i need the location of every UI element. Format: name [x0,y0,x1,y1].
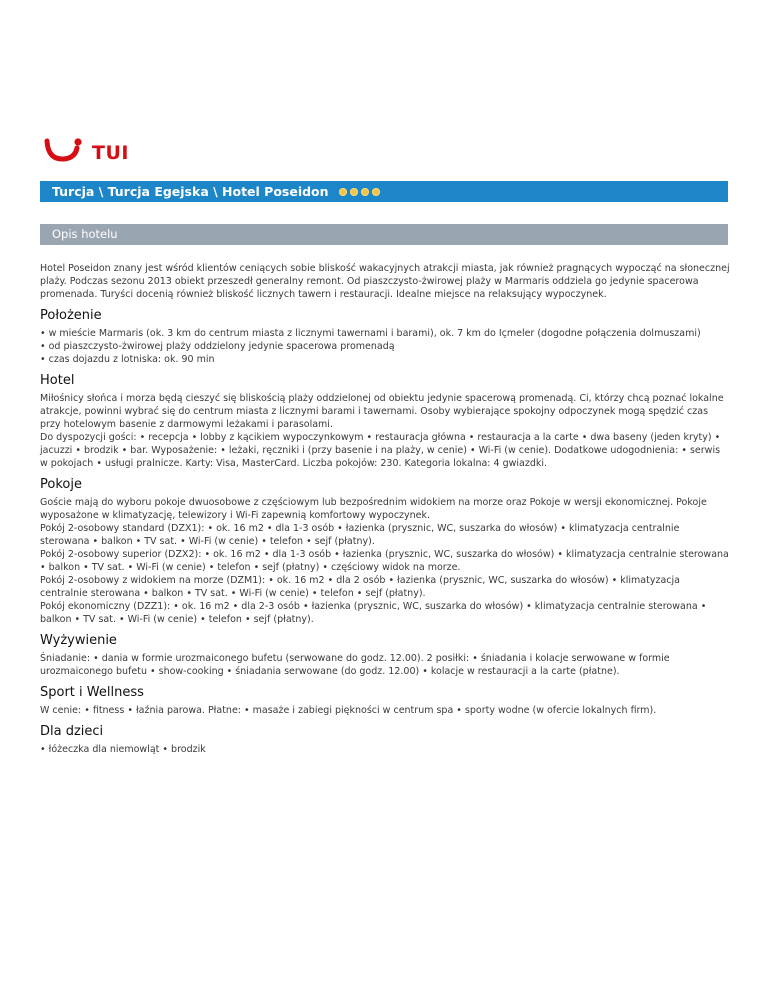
section-line: Pokój 2-osobowy standard (DZX1): • ok. 16 m2 • dla 1-3 osób • łazienka (prysznic, WC, suszarka do włosów) • klimatyzacja centralnie sterowana • balkon • TV sat. • Wi-Fi (w cenie) • telefon • sejf (płatny). [40,523,680,547]
section-title: Pokoje [40,477,82,492]
tui-logo [44,138,129,162]
section-line: Goście mają do wyboru pokoje dwuosobowe z częściowym lub bezpośrednim widokiem na morze oraz Pokoje w wersji ekonomicznej. Pokoje wyposażone w klimatyzację, telewizory i Wi-Fi zapewnią komfortowy wypoczynek. [40,497,707,521]
section-line: W cenie: • fitness • łaźnia parowa. Płatne: • masaże i zabiegi piękności w centrum spa • sporty wodne (w ofercie lokalnych firm). [40,705,657,716]
section-line: • w mieście Marmaris (ok. 3 km do centrum miasta z licznymi tawernami i barami), ok. 7 km do Içmeler (dogodne połączenia dolmuszami) [40,328,701,339]
section-line: Do dyspozycji gości: • recepcja • lobby z kącikiem wypoczynkowym • restauracja główna • restauracja a la carte • dwa baseny (jeden kryty) • jacuzzi • brodzik • bar. Wyposażenie: • leżaki, ręczniki i (przy basenie i na plaży, w cenie) • Wi-Fi (w cenie). Dodatkowe udogodnienia: • serwis w pokojach • usługi pralnicze. Karty: Visa, MasterCard. Liczba pokojów: 230. Kategoria lokalna: 4 gwiazdki. [40,432,721,469]
section-pokoje [40,477,730,626]
section-title: Wyżywienie [40,633,117,648]
hotel-stars [339,188,380,196]
section-line: Miłośnicy słońca i morza będą cieszyć się bliskością plaży oddzielonej od obiektu jedynie spacerową promenadą. Ci, którzy chcą poznać lokalne atrakcje, powinni wybrać się do centrum miasta z licznymi barami i tawernami. Osoby wybierające spokojny odpoczynek mogą spędzić czas przy hotelowym basenie z darmowymi leżakami i parasolami. [40,393,724,430]
tui-smile-icon [44,138,86,162]
section-polozenie [40,308,730,366]
hotel-description [40,262,730,756]
section-line: • od piaszczysto-żwirowej plaży oddzielony jedynie spacerowa promenadą [40,341,395,352]
section-line: • łóżeczka dla niemowląt • brodzik [40,744,206,755]
section-line: Śniadanie: • dania w formie urozmaiconego bufetu (serwowane do godz. 12.00). 2 posiłki: • śniadania i kolacje serwowane w formie urozmaiconego bufetu • show-cooking • śniadania serwowane (do godz. 12.00) • kolacje w restauracji a la carte (płatne). [40,653,670,677]
section-title: Sport i Wellness [40,685,144,700]
section-sport [40,685,730,717]
brand-name: TUI [92,142,129,164]
section-line: • czas dojazdu z lotniska: ok. 90 min [40,354,215,365]
breadcrumb-title-bar [40,181,728,202]
section-line: Pokój 2-osobowy superior (DZX2): • ok. 16 m2 • dla 1-3 osób • łazienka (prysznic, WC, suszarka do włosów) • klimatyzacja centralnie sterowana • balkon • TV sat. • Wi-Fi (w cenie) • telefon • sejf (płatny) • częściowy widok na morze. [40,549,729,573]
star-icon [350,188,358,196]
star-icon [372,188,380,196]
star-icon [339,188,347,196]
section-header-opis: Opis hotelu [40,224,728,245]
star-icon [361,188,369,196]
section-line: Pokój ekonomiczny (DZZ1): • ok. 16 m2 • dla 2-3 osób • łazienka (prysznic, WC, suszarka do włosów) • klimatyzacja centralnie sterowana • balkon • TV sat. • Wi-Fi (w cenie) • telefon • sejf (płatny). [40,601,707,625]
section-hotel [40,373,730,470]
section-wyzywienie [40,633,730,678]
section-title: Hotel [40,373,75,388]
section-line: Pokój 2-osobowy z widokiem na morze (DZM1): • ok. 16 m2 • dla 2 osób • łazienka (prysznic, WC, suszarka do włosów) • klimatyzacja centralnie sterowana • balkon • TV sat. • Wi-Fi (w cenie) • telefon • sejf (płatny). [40,575,680,599]
section-dzieci [40,724,730,756]
breadcrumb: Turcja \ Turcja Egejska \ Hotel Poseidon [52,184,329,199]
section-title: Położenie [40,308,102,323]
intro-text: Hotel Poseidon znany jest wśród klientów ceniących sobie bliskość wakacyjnych atrakcji miasta, jak również pragnących wypocząć na słonecznej plaży. Podczas sezonu 2013 obiekt przeszedł generalny remont. Od piaszczysto-żwirowej plaży w Marmaris oddziela go jedynie spacerowa promenada. Turyści docenią również bliskość licznych tawern i restauracji. Idealne miejsce na relaksujący wypoczynek. [40,263,730,300]
section-title: Dla dzieci [40,724,104,739]
